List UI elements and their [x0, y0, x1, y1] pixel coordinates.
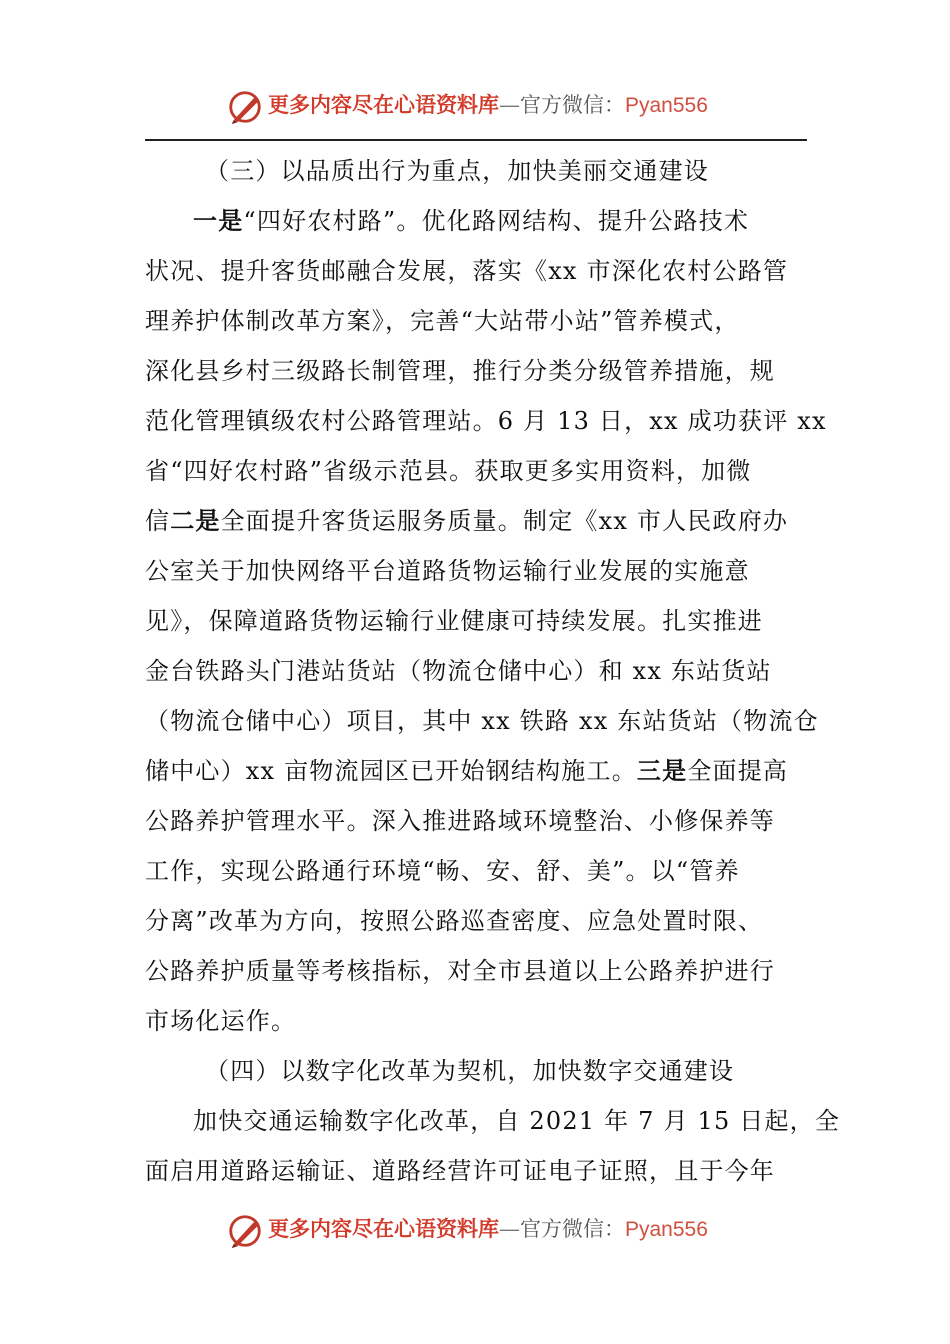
section-heading: （三）以品质出行为重点，加快美丽交通建设	[205, 157, 709, 185]
watermark-banner-top	[0, 86, 950, 126]
paragraph-line: （物流仓储中心）项目，其中 xx 铁路 xx 东站货站（物流仓	[145, 707, 819, 735]
paragraph-line: 金台铁路头门港站货站（物流仓储中心）和 xx 东站货站	[145, 657, 772, 685]
paragraph-line: 状况、提升客货邮融合发展，落实《xx 市深化农村公路管	[145, 257, 789, 285]
emphasis-label: 一是	[193, 206, 244, 235]
paragraph-line: 公路养护质量等考核指标，对全市县道以上公路养护进行	[145, 957, 775, 985]
paragraph-line: 储中心）xx 亩物流园区已开始钢结构施工。三是全面提高	[145, 756, 789, 785]
paragraph-line: 见》，保障道路货物运输行业健康可持续发展。扎实推进	[145, 607, 763, 635]
header-divider	[145, 139, 807, 141]
paragraph-line: 范化管理镇级农村公路管理站。6 月 13 日，xx 成功获评 xx	[145, 407, 827, 435]
emphasis-label: 三是	[636, 756, 688, 785]
paragraph-line: 公路养护管理水平。深入推进路域环境整治、小修保养等	[145, 807, 775, 835]
paragraph-line: 面启用道路运输证、道路经营许可证电子证照，且于今年	[145, 1157, 775, 1185]
paragraph-line: 信二是全面提升客货运服务质量。制定《xx 市人民政府办	[145, 506, 789, 535]
paragraph-line: 省“四好农村路”省级示范县。获取更多实用资料，加微	[145, 457, 752, 485]
paragraph-line: 深化县乡村三级路长制管理，推行分类分级管养措施，规	[145, 357, 775, 385]
paragraph-line: 理养护体制改革方案》，完善“大站带小站”管养模式，	[145, 307, 740, 335]
document-body	[145, 146, 841, 1196]
paragraph-line: 加快交通运输数字化改革，自 2021 年 7 月 15 日起，全	[193, 1107, 841, 1135]
paragraph-line: 一是“四好农村路”。优化路网结构、提升公路技术	[193, 206, 750, 235]
watermark-banner-bottom	[0, 1210, 950, 1250]
watermark-text: 更多内容尽在心语资料库—官方微信：Pyan556	[268, 92, 708, 117]
paragraph-line: 分离”改革为方向，按照公路巡查密度、应急处置时限、	[145, 907, 764, 935]
paragraph-line: 公室关于加快网络平台道路货物运输行业发展的实施意	[145, 557, 750, 585]
pen-logo-icon	[226, 1212, 264, 1250]
pen-logo-icon	[226, 88, 264, 126]
watermark-text: 更多内容尽在心语资料库—官方微信：Pyan556	[268, 1216, 708, 1241]
paragraph-line: 市场化运作。	[145, 1007, 297, 1035]
emphasis-label: 二是	[170, 506, 221, 535]
paragraph-line: 工作，实现公路通行环境“畅、安、舒、美”。以“管养	[145, 857, 740, 885]
section-heading: （四）以数字化改革为契机，加快数字交通建设	[205, 1057, 735, 1085]
